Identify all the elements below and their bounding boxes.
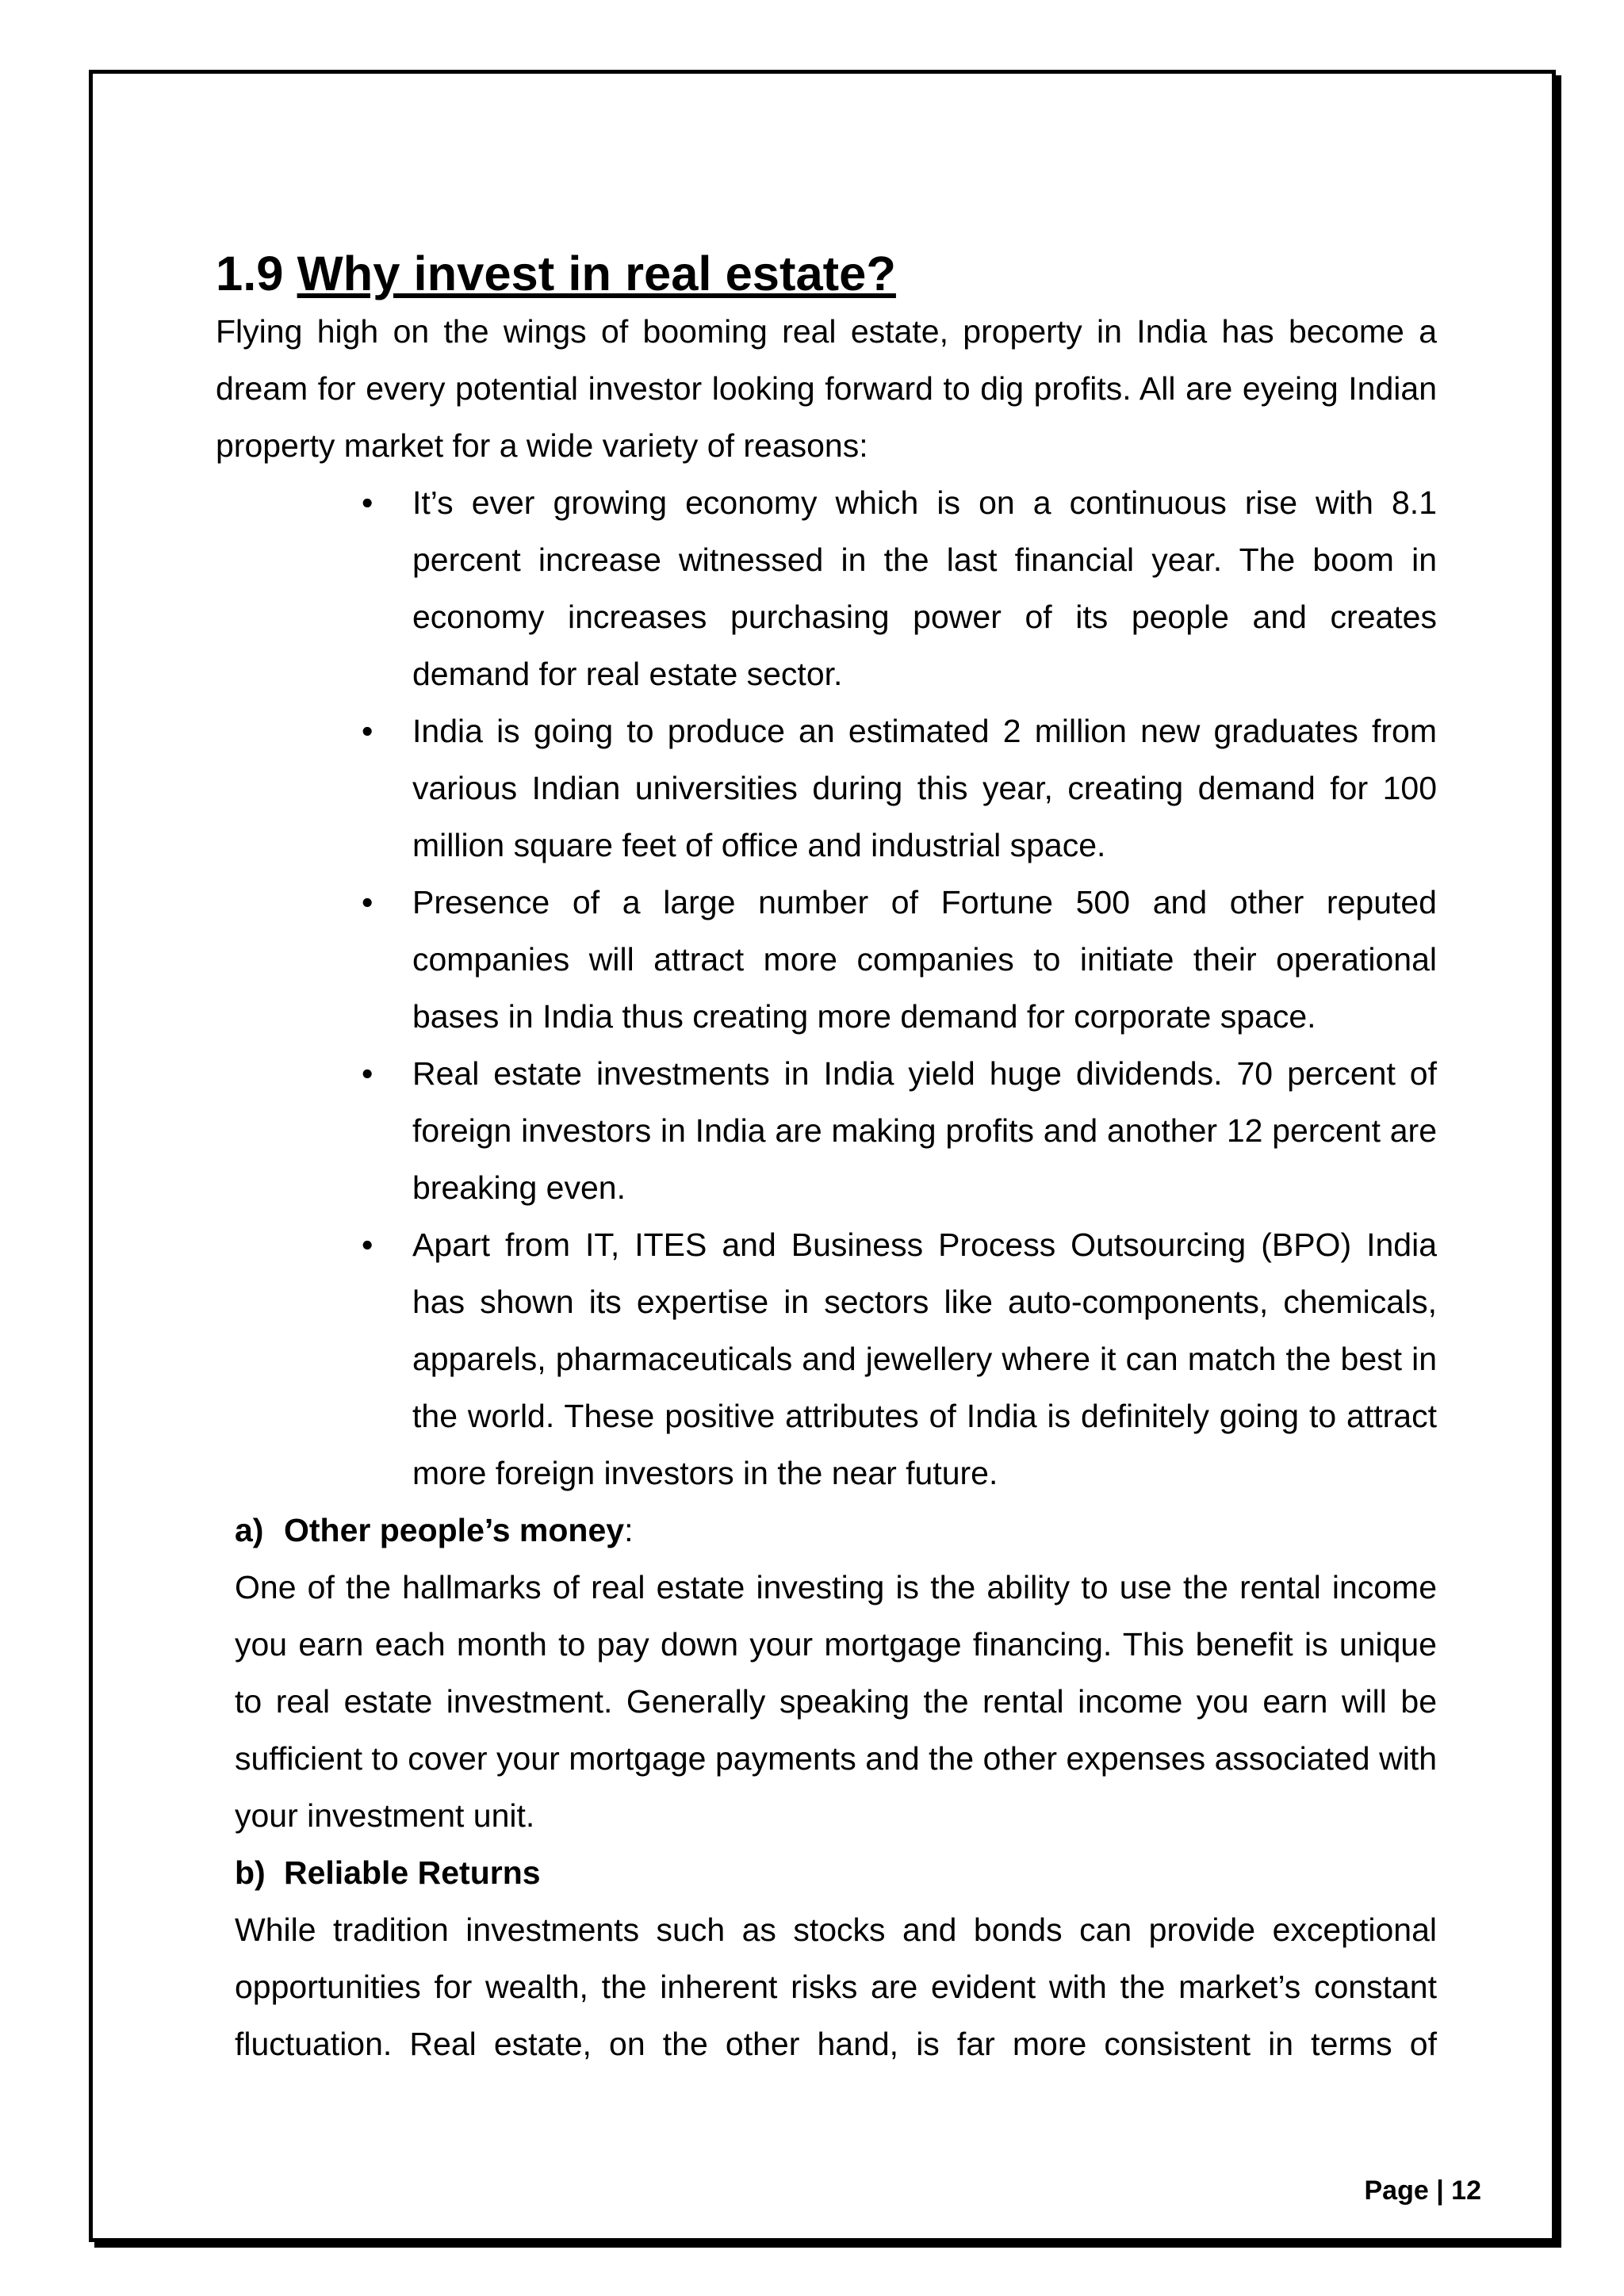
reasons-list <box>216 474 1437 1502</box>
subsection-title: Other people’s money <box>284 1512 625 1548</box>
section-intro: Flying high on the wings of booming real estate, property in India has become a dream for every potential investor looking forward to dig profits. All are eyeing Indian property market for a wide variety of reasons: <box>216 313 1437 464</box>
list-item-text: Apart from IT, ITES and Business Process Outsourcing (BPO) India has shown its expertise in sectors like auto-components, chemicals, apparels, pharmaceuticals and jewellery where it can match the best in the world. These positive attributes of India is definitely going to attract more foreign investors in the near future. <box>412 1226 1437 1491</box>
bullet-icon: • <box>362 484 373 521</box>
section-heading <box>216 246 1437 303</box>
page-number: Page | 12 <box>1364 2175 1481 2206</box>
subsection-letter: b) <box>235 1854 266 1891</box>
subsection-letter: a) <box>235 1512 264 1548</box>
list-item <box>362 1216 1437 1502</box>
subsection-heading <box>235 1502 1437 1559</box>
bullet-icon: • <box>362 713 373 749</box>
list-item-text: It’s ever growing economy which is on a continuous rise with 8.1 percent increase witnessed in the last financial year. The boom in economy increases purchasing power of its people and creates demand for real estate sector. <box>412 484 1437 692</box>
list-item <box>362 702 1437 874</box>
subsection-suffix: : <box>624 1512 634 1548</box>
list-item <box>362 474 1437 702</box>
list-item-text: Presence of a large number of Fortune 500 and other reputed companies will attract more companies to initiate their operational bases in India thus creating more demand for corporate space. <box>412 884 1437 1035</box>
subsection-other-peoples-money <box>216 1502 1437 1844</box>
list-item-text: India is going to produce an estimated 2 million new graduates from various Indian universities during this year, creating demand for 100 million square feet of office and industrial space. <box>412 713 1437 863</box>
list-item <box>362 874 1437 1045</box>
list-item-text: Real estate investments in India yield huge dividends. 70 percent of foreign investors in India are making profits and another 12 percent are breaking even. <box>412 1055 1437 1206</box>
subsection-body: One of the hallmarks of real estate investing is the ability to use the rental income you earn each month to pay down your mortgage financing. This benefit is unique to real estate investment. Generally speaking the rental income you earn will be sufficient to cover your mortgage payments and the other expenses associated with your investment unit. <box>235 1569 1437 1834</box>
bullet-icon: • <box>362 884 373 920</box>
subsection-heading <box>235 1844 1437 1901</box>
list-item <box>362 1045 1437 1216</box>
subsection-reliable-returns <box>216 1844 1437 2072</box>
subsection-title: Reliable Returns <box>284 1854 541 1891</box>
subsection-body: While tradition investments such as stocks and bonds can provide exceptional opportunities for wealth, the inherent risks are evident with the market’s constant fluctuation. Real estate, on the other hand, is far more consistent in terms of <box>235 1911 1437 2062</box>
bullet-icon: • <box>362 1226 373 1263</box>
document-content <box>216 246 1437 2072</box>
section-number: 1.9 <box>216 247 284 301</box>
bullet-icon: • <box>362 1055 373 1092</box>
section-title: Why invest in real estate? <box>297 247 896 301</box>
